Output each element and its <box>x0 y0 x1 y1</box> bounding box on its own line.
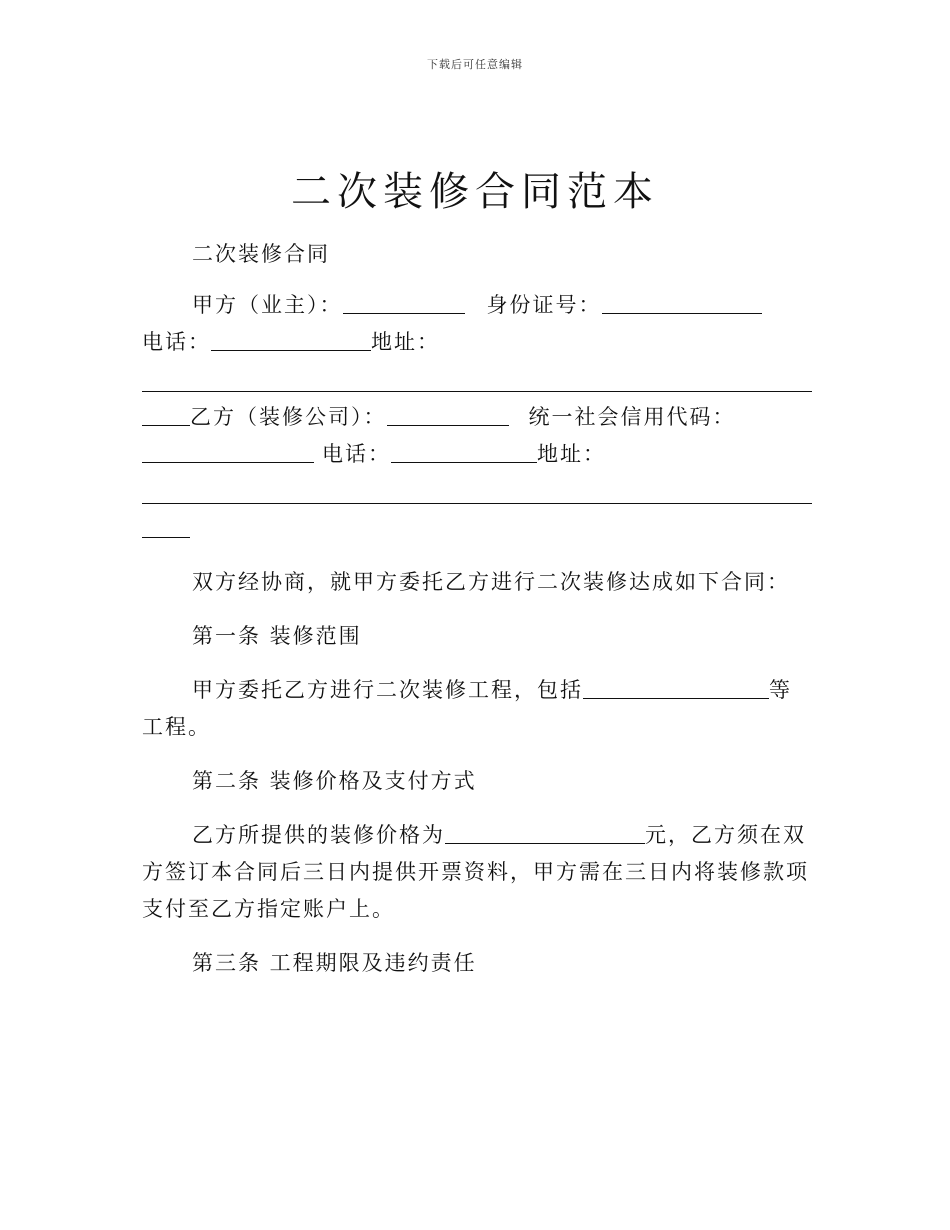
party-a-block <box>142 287 812 361</box>
article-1-heading: 第一条 装修范围 <box>192 624 362 648</box>
party-a-name-blank <box>343 291 465 314</box>
party-a-phone-label: 电话： <box>142 330 211 354</box>
party-b-block <box>142 399 812 473</box>
party-b-name-blank <box>387 403 509 426</box>
party-b-address-label: 地址： <box>537 442 606 466</box>
contract-subtitle: 二次装修合同 <box>192 242 330 266</box>
party-b-label: 乙方（装修公司）： <box>190 405 387 429</box>
party-b-prefix-blank <box>142 403 190 426</box>
price-blank <box>445 821 645 844</box>
party-b-phone-blank <box>391 440 537 463</box>
contract-body <box>142 236 812 982</box>
party-a-address-blank <box>142 369 812 392</box>
party-a-address-label: 地址： <box>371 330 440 354</box>
party-b-credit-code-blank <box>142 440 314 463</box>
article-3-heading: 第三条 工程期限及违约责任 <box>192 951 477 975</box>
party-b-address-blank <box>142 481 812 504</box>
article-2-text: 乙方所提供的装修价格为 元，乙方须在双方签订本合同后三日内提供开票资料，甲方需在三日内将装修款项支付至乙方指定账户上。 <box>142 823 809 921</box>
party-a-phone-blank <box>211 328 371 351</box>
party-a-id-blank <box>602 291 762 314</box>
party-a-label: 甲方（业主）： <box>192 293 343 317</box>
party-b-address-blank-end <box>142 515 190 538</box>
article-2-heading: 第二条 装修价格及支付方式 <box>192 769 477 793</box>
page-header-note: 下载后可任意编辑 <box>427 58 523 71</box>
article-1-text: 甲方委托乙方进行二次装修工程，包括 等工程。 <box>142 678 792 739</box>
scope-blank <box>583 676 769 699</box>
contract-intro: 双方经协商，就甲方委托乙方进行二次装修达成如下合同： <box>192 570 790 594</box>
party-a-id-label: 身份证号： <box>486 293 602 317</box>
document-title: 二次装修合同范本 <box>291 169 659 215</box>
party-b-credit-code-label: 统一社会信用代码： <box>528 405 736 429</box>
party-b-phone-label: 电话： <box>322 442 391 466</box>
